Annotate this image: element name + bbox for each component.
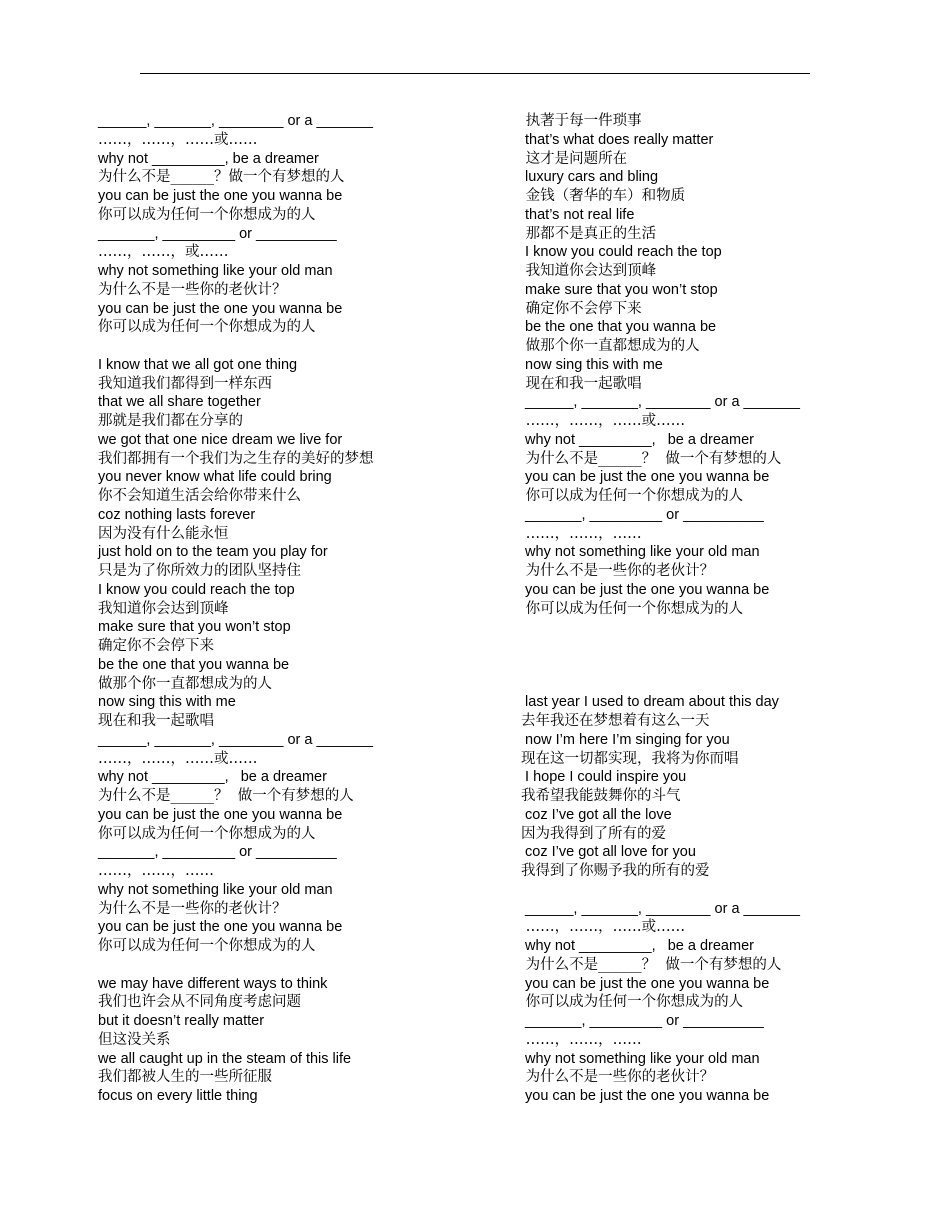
lyric-line-chinese: 现在和我一起歌唱 [98,713,214,729]
lyric-line-chinese: ……，……，……或…… [98,750,258,767]
lyric-line-english: you never know what life could bring [98,469,332,486]
lyric-line-chinese: 现在这一切都实现，我将为你而唱 [521,750,739,767]
lyric-line-chinese: 你可以成为任何一个你想成为的人 [98,319,316,336]
lyric-line-chinese: 你可以成为任何一个你想成为的人 [521,994,744,1011]
lyric-line-chinese: ……，……，…… [521,525,642,542]
lyric-line-english: why not something like your old man [521,1050,760,1067]
lyric-line-chinese: 确定你不会停下来 [521,300,642,317]
lyric-line-chinese: 只是为了你所效力的团队坚持住 [98,563,301,579]
lyric-line-chinese: ……，……，…… [521,1031,642,1048]
lyric-line-chinese: 你可以成为任何一个你想成为的人 [98,825,316,842]
lyric-line-english: _______, _________ or __________ [521,1013,764,1029]
lyric-line-chinese: 我希望我能鼓舞你的斗气 [521,788,681,804]
blank-line [98,956,508,975]
lyric-line-english: we may have different ways to think [98,975,328,992]
blank-line [521,618,901,637]
lyric-line-english: why not _________, be a dreamer [98,769,327,786]
lyric-line-english: now I’m here I’m singing for you [521,731,730,748]
lyric-line-english: why not _________, be a dreamer [521,938,754,954]
lyric-line-chinese: 你不会知道生活会给你带来什么 [98,488,301,504]
lyric-line-english: you can be just the one you wanna be [98,188,343,204]
lyric-line-english: ______, _______, ________ or a _______ [521,900,800,917]
lyric-line-chinese: 做那个你一直都想成为的人 [98,675,272,692]
lyric-line-english: that’s what does really matter [521,131,714,148]
lyric-line-english: ______, _______, ________ or a _______ [521,394,800,411]
lyric-line-chinese: 我知道你会达到顶峰 [98,600,229,617]
lyric-line-english: you can be just the one you wanna be [521,1088,770,1104]
lyric-line-english: last year I used to dream about this day [521,694,779,711]
lyric-line-english: be the one that you wanna be [98,656,290,673]
lyric-line-chinese: 确定你不会停下来 [98,638,214,654]
lyric-line-english: why not something like your old man [521,544,760,561]
lyric-line-english: you can be just the one you wanna be [98,919,343,936]
lyric-line-chinese: 这才是问题所在 [521,150,628,167]
lyric-line-chinese: 为什么不是______？ 做一个有梦想的人 [521,956,782,973]
lyric-line-chinese: ……，……，……或…… [521,413,686,429]
lyric-line-english: luxury cars and bling [521,169,659,186]
lyric-line-chinese: 你可以成为任何一个你想成为的人 [521,488,744,504]
lyric-line-english: make sure that you won’t stop [98,619,291,636]
lyric-line-english: now sing this with me [98,694,236,711]
lyric-line-chinese: 为什么不是______？ 做一个有梦想的人 [521,450,782,467]
lyric-line-chinese: 因为我得到了所有的爱 [521,825,666,842]
lyric-line-chinese: 我们都拥有一个我们为之生存的美好的梦想 [98,450,374,467]
lyric-line-chinese: 为什么不是______？ 做一个有梦想的人 [98,788,354,804]
lyric-line-chinese: 你可以成为任何一个你想成为的人 [98,206,316,223]
lyric-line-chinese: 我们也许会从不同角度考虑问题 [98,994,301,1011]
lyric-line-english: _______, _________ or __________ [98,225,337,242]
lyric-line-english: you can be just the one you wanna be [521,469,770,486]
lyric-line-chinese: ……，……，…… [98,863,214,879]
lyric-line-chinese: 为什么不是一些你的老伙计？ [521,1069,715,1086]
lyric-line-english: but it doesn’t really matter [98,1013,265,1029]
lyric-line-english: why not something like your old man [98,881,333,898]
lyric-line-chinese: 我们都被人生的一些所征服 [98,1069,272,1086]
lyric-line-english: now sing this with me [521,356,663,373]
lyric-line-english: coz I’ve got all the love [521,806,672,823]
lyric-line-chinese: 但这没关系 [98,1031,171,1048]
lyric-line-english: that’s not real life [521,206,635,223]
lyric-line-chinese: 我知道我们都得到一样东西 [98,375,272,392]
lyric-line-english: _______, _________ or __________ [521,506,764,523]
lyric-line-english: we all caught up in the steam of this life [98,1050,352,1067]
lyric-line-chinese: 我知道你会达到顶峰 [521,263,657,279]
lyric-line-english: ______, _______, ________ or a _______ [98,731,373,748]
blank-line [521,637,901,656]
lyric-line-chinese: 为什么不是______？做一个有梦想的人 [98,169,345,186]
lyric-line-english: I know you could reach the top [98,581,295,598]
lyric-line-english: make sure that you won’t stop [521,281,718,298]
lyric-line-chinese: ……，……，或…… [98,244,229,261]
lyric-line-english: you can be just the one you wanna be [98,806,343,823]
lyric-line-chinese: 现在和我一起歌唱 [521,375,642,392]
lyric-line-chinese: 执著于每一件琐事 [521,113,642,129]
lyric-line-chinese: 为什么不是一些你的老伙计？ [98,281,287,298]
lyric-line-english: you can be just the one you wanna be [521,975,770,992]
lyric-line-english: why not something like your old man [98,263,333,279]
lyric-line-english: I know you could reach the top [521,244,722,261]
lyric-line-english: I hope I could inspire you [521,769,687,786]
lyric-line-english: ______, _______, ________ or a _______ [98,113,373,129]
blank-line [521,881,901,900]
lyric-line-english: that we all share together [98,394,261,411]
lyric-line-english: _______, _________ or __________ [98,844,337,861]
lyric-line-english: coz I’ve got all love for you [521,844,696,861]
lyrics-column-right [521,112,901,1106]
lyric-line-chinese: 那就是我们都在分享的 [98,413,243,429]
lyric-line-english: why not _________, be a dreamer [521,431,754,448]
lyric-line-chinese: 为什么不是一些你的老伙计？ [521,563,715,579]
lyric-line-chinese: 你可以成为任何一个你想成为的人 [521,600,744,617]
lyric-line-english: why not _________, be a dreamer [98,150,319,167]
lyric-line-chinese: 去年我还在梦想着有这么一天 [521,713,710,729]
lyric-line-english: you can be just the one you wanna be [521,581,770,598]
lyric-line-chinese: 我得到了你赐予我的所有的爱 [521,863,710,879]
lyric-line-chinese: ……，……，……或…… [521,919,686,936]
lyric-line-english: be the one that you wanna be [521,319,717,336]
blank-line [98,337,508,356]
lyric-line-chinese: ……，……，……或…… [98,131,258,148]
lyric-line-chinese: 因为没有什么能永恒 [98,525,229,542]
lyrics-column-left [98,112,508,1106]
lyric-line-chinese: 你可以成为任何一个你想成为的人 [98,938,316,954]
lyric-line-english: coz nothing lasts forever [98,506,256,523]
header-rule [140,73,810,74]
lyric-line-chinese: 那都不是真正的生活 [521,225,657,242]
lyric-line-english: we got that one nice dream we live for [98,431,343,448]
lyric-line-english: focus on every little thing [98,1088,258,1104]
blank-line [521,675,901,694]
lyric-line-english: I know that we all got one thing [98,356,298,373]
lyric-line-chinese: 为什么不是一些你的老伙计？ [98,900,287,917]
lyric-line-english: just hold on to the team you play for [98,544,328,561]
lyric-line-english: you can be just the one you wanna be [98,300,343,317]
lyric-line-chinese: 金钱（奢华的车）和物质 [521,188,686,204]
blank-line [521,656,901,675]
lyric-line-chinese: 做那个你一直都想成为的人 [521,338,700,354]
